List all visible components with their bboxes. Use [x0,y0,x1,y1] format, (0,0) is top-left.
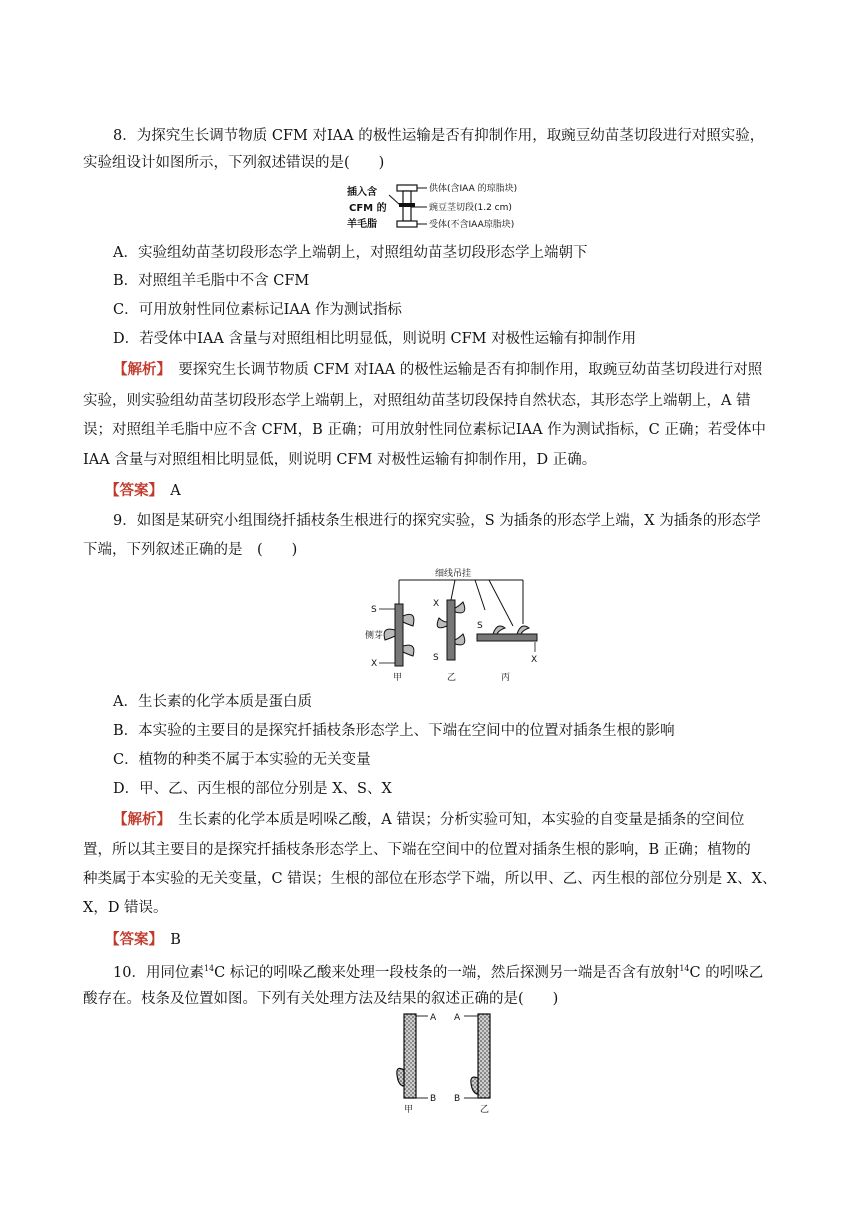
q8-answer: A [170,483,181,499]
q9-fig-bing-bud2 [517,626,529,634]
q9-figure [365,566,555,684]
q8-fig-label-insert: 插入含 [347,187,377,198]
q9-fig-jia-label: 甲 [393,673,403,683]
q8-figure [345,181,545,239]
q9-fig-jia-s: S [371,605,377,615]
q9-fig-bing-x: X [531,655,538,665]
q10-fig-jia-bud [397,1068,404,1086]
q9-fig-jia-bud2 [384,629,395,640]
q9-answer-tag: 【答案】 [105,931,156,948]
q9-option-a: A．生长素的化学本质是蛋白质 [113,694,312,710]
q9-fig-hang-label: 细线吊挂 [435,569,472,579]
q10-fig-jia-a: A [430,1013,437,1023]
q8-analysis-text1: 要探究生长调节物质 CFM 对ⅠAA 的极性运输是否有抑制作用，取豌豆幼苗茎切段进行对照 [178,362,763,378]
q9-stem-line1: 9．如图是某研究小组围绕扦插枝条生根进行的探究实验，S 为插条的形态学上端，X 为插条的形态学 [113,513,761,529]
q8-analysis-tag: 【解析】 [113,361,164,378]
q9-fig-bing-stem [477,634,537,641]
q8-fig-receiver-block [397,221,417,227]
q8-option-c: C．可用放射性同位素标记ⅠAA 作为测试指标 [113,302,402,318]
q9-fig-bing-label: 丙 [501,673,511,683]
q9-fig-yi-bud3 [455,634,465,645]
q8-answer-tag: 【答案】 [105,482,156,499]
q10-stem-part1: 10．用同位素 [113,964,204,981]
q9-fig-bing-bud1 [493,626,505,634]
q9-analysis-tag: 【解析】 [113,811,164,828]
q10-fig-yi-a: A [454,1013,461,1023]
q9-fig-yi-x: X [433,599,440,609]
q10-fig-jia-b: B [430,1094,437,1104]
q9-option-c: C．植物的种类不属于本实验的无关变量 [113,752,371,768]
q9-fig-yi-bud1 [455,602,465,613]
q10-fig-yi-branch [478,1014,490,1098]
q8-analysis-line3: 误；对照组羊毛脂中应不含 CFM，B 正确；可用放射性同位素标记ⅠAA 作为测试指标，C 正确；若受体中 [83,422,766,438]
q9-fig-jia-x: X [371,659,378,669]
q9-fig-jia-bud3 [403,645,414,656]
q8-fig-label-cfm: CFM 的 [349,203,387,214]
q10-fig-yi-b: B [454,1094,461,1104]
q8-answer-line [105,481,181,501]
q10-figure [380,1012,510,1114]
q9-analysis-line2: 置，所以其主要目的是探究扦插枝条形态学上、下端在空间中的位置对插条生根的影响，B 正确；植物的 [83,842,751,858]
q9-fig-yi-stem [447,600,455,660]
q8-fig-label-lanolin: 羊毛脂 [347,219,377,230]
q9-option-d: D．甲、乙、丙生根的部位分别是 X、S、X [113,781,392,797]
q9-answer-line [105,930,181,950]
q9-fig-yi-s: S [433,653,439,663]
q8-fig-lanolin-ring [399,203,415,207]
q10-stem-line2: 酸存在。枝条及位置如图。下列有关处理方法及结果的叙述正确的是( ) [83,991,559,1007]
q8-fig-segment-label: 豌豆茎切段(1.2 cm) [429,203,512,213]
q10-fig-yi-bud [471,1077,478,1094]
q8-option-a: A．实验组幼苗茎切段形态学上端朝上，对照组幼苗茎切段形态学上端朝下 [113,245,588,261]
q10-stem-line1 [113,959,763,983]
q9-fig-yi-bud2 [437,618,447,628]
q10-fig-jia-label: 甲 [404,1105,414,1114]
q9-answer: B [170,932,181,948]
q9-fig-yi-label: 乙 [447,673,457,683]
q9-analysis-line1 [113,810,744,830]
q8-analysis-line4: ⅠAA 含量与对照组相比明显低，则说明 CFM 对极性运输有抑制作用，D 正确。 [83,452,597,468]
q8-option-b: B．对照组羊毛脂中不含 CFM [113,273,310,289]
q10-superscript-2: 14 [679,964,690,973]
q8-fig-donor-block [397,185,417,191]
q10-stem-part2: C 标记的吲哚乙酸来处理一段枝条的一端，然后探测另一端是否含有放射 [214,964,680,981]
q9-fig-jia-bud1 [403,614,414,626]
q9-analysis-line3: 种类属于本实验的无关变量，C 错误；生根的部位在形态学下端，所以甲、乙、丙生根的部位分别是 X、X、 [83,871,777,887]
q8-option-d: D．若受体中ⅠAA 含量与对照组相比明显低，则说明 CFM 对极性运输有抑制作用 [113,331,637,347]
q8-stem-line2: 实验组设计如图所示，下列叙述错误的是( ) [83,155,385,171]
q9-fig-jia-stem [395,604,403,666]
q8-analysis-line2: 实验，则实验组幼苗茎切段形态学上端朝上，对照组幼苗茎切段保持自然状态，其形态学上端朝上，A 错 [83,393,751,409]
q9-fig-bing-s: S [477,621,483,631]
q9-analysis-text1: 生长素的化学本质是吲哚乙酸，A 错误；分析实验可知，本实验的自变量是插条的空间位 [178,812,745,828]
q9-stem-line2: 下端，下列叙述正确的是 ( ) [83,542,298,558]
q8-stem-line1: 8．为探究生长调节物质 CFM 对ⅠAA 的极性运输是否有抑制作用，取豌豆幼苗茎切段进行对照实验， [113,128,765,144]
q10-stem-part3: C 的吲哚乙 [689,964,764,981]
q8-fig-receiver-label: 受体(不含IAA琼脂块) [429,220,515,230]
q8-analysis-line1 [113,360,762,380]
q9-fig-bud-label: 侧芽 [365,631,384,641]
q10-superscript-1: 14 [203,964,215,973]
q9-option-b: B．本实验的主要目的是探究扦插枝条形态学上、下端在空间中的位置对插条生根的影响 [113,723,675,739]
q10-fig-yi-label: 乙 [480,1105,490,1114]
q10-fig-jia-branch [404,1014,416,1098]
q8-fig-donor-label: 供体(含IAA 的琼脂块) [429,184,518,194]
q9-analysis-line4: X，D 错误。 [83,900,168,916]
